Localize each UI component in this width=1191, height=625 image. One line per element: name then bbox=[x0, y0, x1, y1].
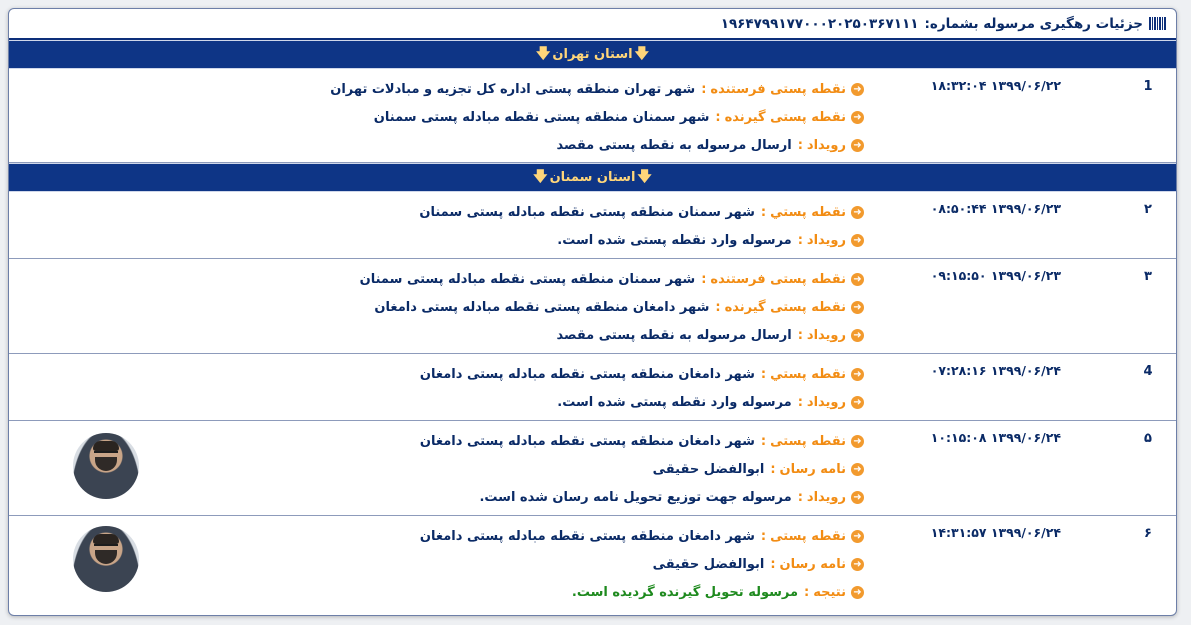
province-label: استان سمنان bbox=[549, 170, 636, 185]
line-label: نامه رسان bbox=[779, 461, 846, 477]
line-label: رویداد bbox=[806, 327, 846, 343]
arrow-circle-icon: ➜ bbox=[851, 435, 864, 448]
arrow-circle-icon: ➜ bbox=[851, 396, 864, 409]
row-datetime: ۰۹:۱۵:۵۰ ۱۳۹۹/۰۶/۲۳ bbox=[930, 268, 1061, 283]
table-row bbox=[9, 192, 1176, 259]
line-label: رویداد bbox=[806, 232, 846, 248]
line-value: شهر سمنان منطقه پستی نقطه مبادله پستی سمنان bbox=[419, 204, 755, 220]
line-label: نقطه پستي bbox=[770, 366, 846, 382]
row-index: ۳ bbox=[1144, 269, 1152, 284]
province-header-tehran bbox=[9, 40, 1176, 69]
arrow-circle-icon: ➜ bbox=[851, 301, 864, 314]
province-header-semnan bbox=[9, 163, 1176, 192]
arrow-circle-icon: ➜ bbox=[851, 491, 864, 504]
event-line: ➜ رویداد : ارسال مرسوله به نقطه پستی مقصد bbox=[330, 131, 864, 159]
arrow-circle-icon: ➜ bbox=[851, 586, 864, 599]
line-label: نقطه پستی گیرنده bbox=[724, 109, 846, 125]
row-datetime: ۱۰:۱۵:۰۸ ۱۳۹۹/۰۶/۲۴ bbox=[930, 430, 1061, 445]
line-label: نقطه پستی فرستنده bbox=[710, 81, 846, 97]
result-value: مرسوله تحویل گیرنده گردیده است. bbox=[571, 584, 799, 600]
event-line: ➜ نامه رسان : ابوالفضل حقیقی bbox=[420, 550, 864, 578]
line-label: رویداد bbox=[806, 394, 846, 410]
line-value: شهر سمنان منطقه پستی نقطه مبادله پستی سمنان bbox=[373, 109, 710, 125]
arrow-circle-icon: ➜ bbox=[851, 273, 864, 286]
line-value: شهر دامغان منطقه پستی نقطه مبادله پستی دامغان bbox=[419, 433, 755, 449]
line-label: نقطه پستی گیرنده bbox=[724, 299, 846, 315]
line-value: ارسال مرسوله به نقطه پستی مقصد bbox=[556, 327, 792, 343]
table-row bbox=[9, 259, 1176, 354]
row-index: 1 bbox=[1143, 79, 1153, 94]
line-value: مرسوله وارد نقطه پستی شده است. bbox=[557, 394, 792, 410]
arrow-circle-icon: ➜ bbox=[851, 139, 864, 152]
line-value: شهر دامغان منطقه پستی نقطه مبادله پستی دامغان bbox=[374, 299, 710, 315]
row-index: ۲ bbox=[1144, 202, 1152, 217]
line-value: ابوالفضل حقیقی bbox=[652, 556, 765, 572]
line-value: شهر سمنان منطقه پستی نقطه مبادله پستی سمنان bbox=[359, 271, 696, 287]
down-arrow-icon: 🡇 bbox=[533, 168, 548, 185]
arrow-circle-icon: ➜ bbox=[851, 111, 864, 124]
event-line: ➜ نقطه پستي : شهر دامغان منطقه پستی نقطه مبادله پستی دامغان bbox=[420, 360, 864, 388]
event-line: ➜ رویداد : مرسوله جهت توزیع تحویل نامه رسان شده است. bbox=[420, 483, 864, 511]
line-label: نامه رسان bbox=[779, 556, 846, 572]
down-arrow-icon: 🡇 bbox=[536, 45, 551, 62]
event-line: ➜ رویداد : ارسال مرسوله به نقطه پستی مقصد bbox=[360, 321, 864, 349]
line-label: نقطه پستی bbox=[770, 433, 846, 449]
row-datetime: ۰۸:۵۰:۴۴ ۱۳۹۹/۰۶/۲۳ bbox=[930, 201, 1061, 216]
row-datetime: ۱۸:۳۲:۰۴ ۱۳۹۹/۰۶/۲۲ bbox=[930, 78, 1061, 93]
line-value: شهر دامغان منطقه پستی نقطه مبادله پستی دامغان bbox=[419, 366, 755, 382]
province-label: استان تهران bbox=[552, 47, 633, 62]
tracking-panel bbox=[8, 8, 1177, 616]
down-arrow-icon: 🡇 bbox=[637, 168, 652, 185]
line-value: شهر دامغان منطقه پستی نقطه مبادله پستی دامغان bbox=[419, 528, 755, 544]
line-label: نقطه پستي bbox=[770, 204, 846, 220]
postman-avatar bbox=[73, 526, 139, 592]
arrow-circle-icon: ➜ bbox=[851, 558, 864, 571]
line-label: رویداد bbox=[806, 489, 846, 505]
title-bar bbox=[9, 9, 1176, 40]
line-value: مرسوله جهت توزیع تحویل نامه رسان شده است. bbox=[479, 489, 792, 505]
event-line: ➜ رویداد : مرسوله وارد نقطه پستی شده است. bbox=[420, 388, 864, 416]
event-line: ➜ نقطه پستی گیرنده : شهر سمنان منطقه پستی نقطه مبادله پستی سمنان bbox=[330, 103, 864, 131]
event-line: ➜ نامه رسان : ابوالفضل حقیقی bbox=[420, 455, 864, 483]
line-label: نقطه پستی bbox=[770, 528, 846, 544]
table-row bbox=[9, 516, 1176, 612]
row-datetime: ۱۴:۳۱:۵۷ ۱۳۹۹/۰۶/۲۴ bbox=[930, 525, 1061, 540]
arrow-circle-icon: ➜ bbox=[851, 83, 864, 96]
line-value: مرسوله وارد نقطه پستی شده است. bbox=[557, 232, 792, 248]
line-value: ابوالفضل حقیقی bbox=[652, 461, 765, 477]
tracking-number: ۱۹۶۴۷۹۹۱۷۷۰۰۰۲۰۲۵۰۳۶۷۱۱۱ bbox=[720, 15, 919, 32]
table-row bbox=[9, 354, 1176, 421]
line-label: رویداد bbox=[806, 137, 846, 153]
event-line: ➜ نقطه پستی : شهر دامغان منطقه پستی نقطه مبادله پستی دامغان bbox=[420, 427, 864, 455]
line-label: نتیجه bbox=[813, 584, 846, 600]
postman-avatar bbox=[73, 433, 139, 499]
line-label: نقطه پستی فرستنده bbox=[710, 271, 846, 287]
arrow-circle-icon: ➜ bbox=[851, 368, 864, 381]
event-line: ➜ نتیجه : مرسوله تحویل گیرنده گردیده است. bbox=[420, 578, 864, 606]
page-title: جزئیات رهگیری مرسوله بشماره: bbox=[924, 15, 1143, 32]
line-value: شهر تهران منطقه پستی اداره کل تجزیه و مبادلات تهران bbox=[330, 81, 696, 97]
arrow-circle-icon: ➜ bbox=[851, 206, 864, 219]
arrow-circle-icon: ➜ bbox=[851, 463, 864, 476]
event-line: ➜ نقطه پستی فرستنده : شهر سمنان منطقه پستی نقطه مبادله پستی سمنان bbox=[360, 265, 864, 293]
row-index: ۵ bbox=[1144, 431, 1152, 446]
down-arrow-icon: 🡇 bbox=[634, 45, 649, 62]
line-value: ارسال مرسوله به نقطه پستی مقصد bbox=[556, 137, 792, 153]
event-line: ➜ نقطه پستي : شهر سمنان منطقه پستی نقطه مبادله پستی سمنان bbox=[419, 198, 864, 226]
arrow-circle-icon: ➜ bbox=[851, 530, 864, 543]
event-line: ➜ رویداد : مرسوله وارد نقطه پستی شده است. bbox=[419, 226, 864, 254]
event-line: ➜ نقطه پستی فرستنده : شهر تهران منطقه پستی اداره کل تجزیه و مبادلات تهران bbox=[330, 75, 864, 103]
arrow-circle-icon: ➜ bbox=[851, 234, 864, 247]
row-index: 4 bbox=[1143, 364, 1153, 379]
arrow-circle-icon: ➜ bbox=[851, 329, 864, 342]
barcode-icon bbox=[1149, 17, 1166, 30]
table-row bbox=[9, 421, 1176, 516]
event-line: ➜ نقطه پستی گیرنده : شهر دامغان منطقه پستی نقطه مبادله پستی دامغان bbox=[360, 293, 864, 321]
event-line: ➜ نقطه پستی : شهر دامغان منطقه پستی نقطه مبادله پستی دامغان bbox=[420, 522, 864, 550]
row-index: ۶ bbox=[1144, 526, 1152, 541]
table-row bbox=[9, 69, 1176, 163]
row-datetime: ۰۷:۲۸:۱۶ ۱۳۹۹/۰۶/۲۴ bbox=[930, 363, 1061, 378]
